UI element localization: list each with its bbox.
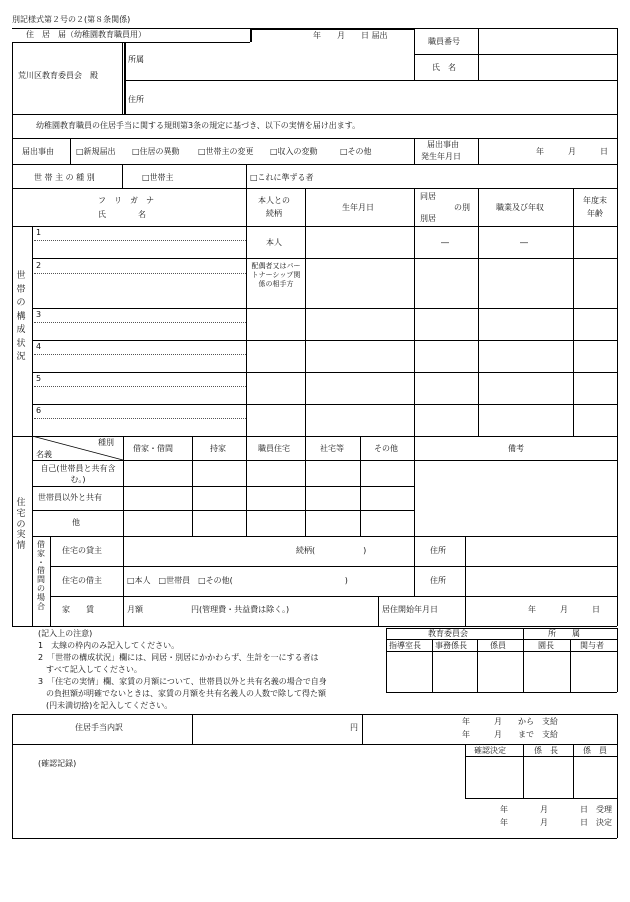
col-age-1: 年度末: [583, 196, 607, 205]
housing-col-staff: 職員住宅: [258, 444, 290, 453]
note-2b: すべて記入してください。: [38, 665, 142, 674]
allowance-from[interactable]: 年 月 から 支給: [462, 717, 558, 726]
rent-value[interactable]: 月額 円(管理費・共益費は除く。): [127, 605, 290, 614]
borrower-address-label: 住所: [430, 576, 446, 585]
note-3c: (円未満切捨)を記入してください。: [38, 701, 173, 710]
member-no-4: 4: [36, 342, 42, 351]
confirm-staff-stamp: 係 員: [583, 746, 607, 755]
borrower-label: 住宅の借主: [62, 576, 102, 585]
member-no-3: 3: [36, 310, 42, 319]
stamp-principal: 園長: [538, 641, 554, 650]
start-label: 居住開始年月日: [382, 605, 438, 614]
reason-move[interactable]: □住居の異動: [132, 147, 180, 156]
housing-row-shared: 世帯員以外と共有: [38, 493, 102, 502]
members-section-label: 世 帯 の 構 成 状 況: [16, 271, 26, 362]
household-head-label: 世 帯 主 の 種 別: [34, 173, 95, 182]
col-cohabit-2: の別: [454, 203, 470, 212]
reason-head-change[interactable]: □世帯主の変更: [198, 147, 254, 156]
receipt-date[interactable]: 年 月 日 受理: [500, 805, 612, 814]
confirm-chief-stamp: 係 長: [534, 746, 558, 755]
allowance-label: 住居手当内訳: [75, 723, 123, 732]
stamp-involved: 関与者: [580, 641, 604, 650]
housing-row-self: 自己(世帯員と共有含む。): [40, 464, 116, 485]
addressee: 荒川区教育委員会 殿: [18, 71, 98, 80]
start-value[interactable]: 年 月 日: [528, 605, 600, 614]
housing-col-owned: 持家: [210, 444, 226, 453]
form-id: 別記様式第２号の２(第８条関係): [12, 15, 131, 24]
reason-label: 届出事由: [22, 147, 54, 156]
reason-date[interactable]: 年 月 日: [536, 147, 608, 156]
address-label: 住所: [128, 95, 144, 104]
member-relation-2: 配偶者又はパートナーシップ関係の相手方: [251, 262, 301, 289]
housing-col-rental: 借家・借間: [133, 444, 173, 453]
note-3b: の負担額が明確でないときは、家賃の月額を共有名義人の人数で除して得た額: [38, 689, 326, 698]
rent-label: 家 賃: [62, 605, 94, 614]
col-relation-1: 本人との: [258, 196, 290, 205]
allowance-to[interactable]: 年 月 まで 支給: [462, 730, 558, 739]
housing-col-company: 社宅等: [320, 444, 344, 453]
member-no-1: 1: [36, 228, 42, 237]
lender-label: 住宅の貸主: [62, 546, 102, 555]
stamp-guidance-head: 指導室長: [389, 641, 421, 650]
housing-col-note: 備考: [508, 444, 524, 453]
stamp-admin-chief: 事務係長: [435, 641, 467, 650]
reason-date-label-1: 届出事由: [427, 140, 459, 149]
board-label: 教育委員会: [428, 629, 468, 638]
reason-date-label-2: 発生年月日: [421, 152, 461, 161]
col-cohabit-1: 同居: [420, 192, 436, 201]
member-no-5: 5: [36, 374, 42, 383]
name-label: 氏 名: [432, 63, 456, 72]
filing-date[interactable]: 年 月 日 届出: [313, 31, 388, 40]
note-1: 1 太線の枠内のみ記入してください。: [38, 641, 180, 650]
housing-col-other: その他: [374, 444, 398, 453]
borrower-options[interactable]: □本人 □世帯員 □その他( ): [127, 576, 348, 585]
note-3a: 3 「住宅の実情」欄、家賃の月額について、世帯員以外と共有名義の場合で自身: [38, 677, 327, 686]
col-relation-2: 続柄: [266, 209, 282, 218]
decision-date[interactable]: 年 月 日 決定: [500, 818, 612, 827]
member-no-2: 2: [36, 261, 42, 270]
household-head-self[interactable]: □世帯主: [142, 173, 174, 182]
reason-other[interactable]: □その他: [340, 147, 372, 156]
affil-label: 所 属: [548, 629, 580, 638]
household-head-equiv[interactable]: □これに準ずる者: [250, 173, 314, 182]
col-birth: 生年月日: [342, 203, 374, 212]
col-cohabit-3: 別居: [420, 214, 436, 223]
housing-section-label: 住 宅 の 実 情: [16, 498, 26, 552]
rental-label: 借 家 ・ 借 間 の 場 合: [37, 540, 45, 611]
reason-income[interactable]: □収入の変動: [270, 147, 318, 156]
lender-address-label: 住所: [430, 546, 446, 555]
col-age-2: 年齢: [587, 209, 603, 218]
member-relation-1: 本人: [266, 238, 282, 247]
confirm-label: (確認記録): [38, 759, 77, 768]
col-furigana: フ リ ガ ナ: [98, 196, 154, 205]
col-name: 氏 名: [98, 210, 146, 219]
reason-new[interactable]: □新規届出: [76, 147, 116, 156]
affiliation-label: 所属: [128, 55, 144, 64]
form-title: 住 居 届（幼稚園教育職員用）: [26, 30, 146, 39]
confirm-decision-stamp: 確認決定: [474, 746, 506, 755]
member-cohabit-1: ―: [441, 238, 449, 247]
allowance-yen[interactable]: 円: [350, 723, 358, 732]
col-job: 職業及び年収: [496, 203, 544, 212]
diag-top-label: 種別: [98, 438, 114, 447]
housing-row-other: 他: [72, 518, 80, 527]
stamp-staff: 係員: [490, 641, 506, 650]
lender-relation[interactable]: 続柄( ): [296, 546, 367, 555]
notes-title: (記入上の注意): [38, 629, 93, 638]
staff-number-label: 職員番号: [428, 37, 460, 46]
diag-bottom-label: 名義: [36, 450, 52, 459]
declaration: 幼稚園教育職員の住居手当に関する規則第3条の規定に基づき、以下の実情を届け出ます。: [36, 121, 361, 130]
member-no-6: 6: [36, 406, 42, 415]
member-job-1: ―: [520, 238, 528, 247]
note-2a: 2 「世帯の構成状況」欄には、同居・別居にかかわらず、生計を一にする者は: [38, 653, 319, 662]
